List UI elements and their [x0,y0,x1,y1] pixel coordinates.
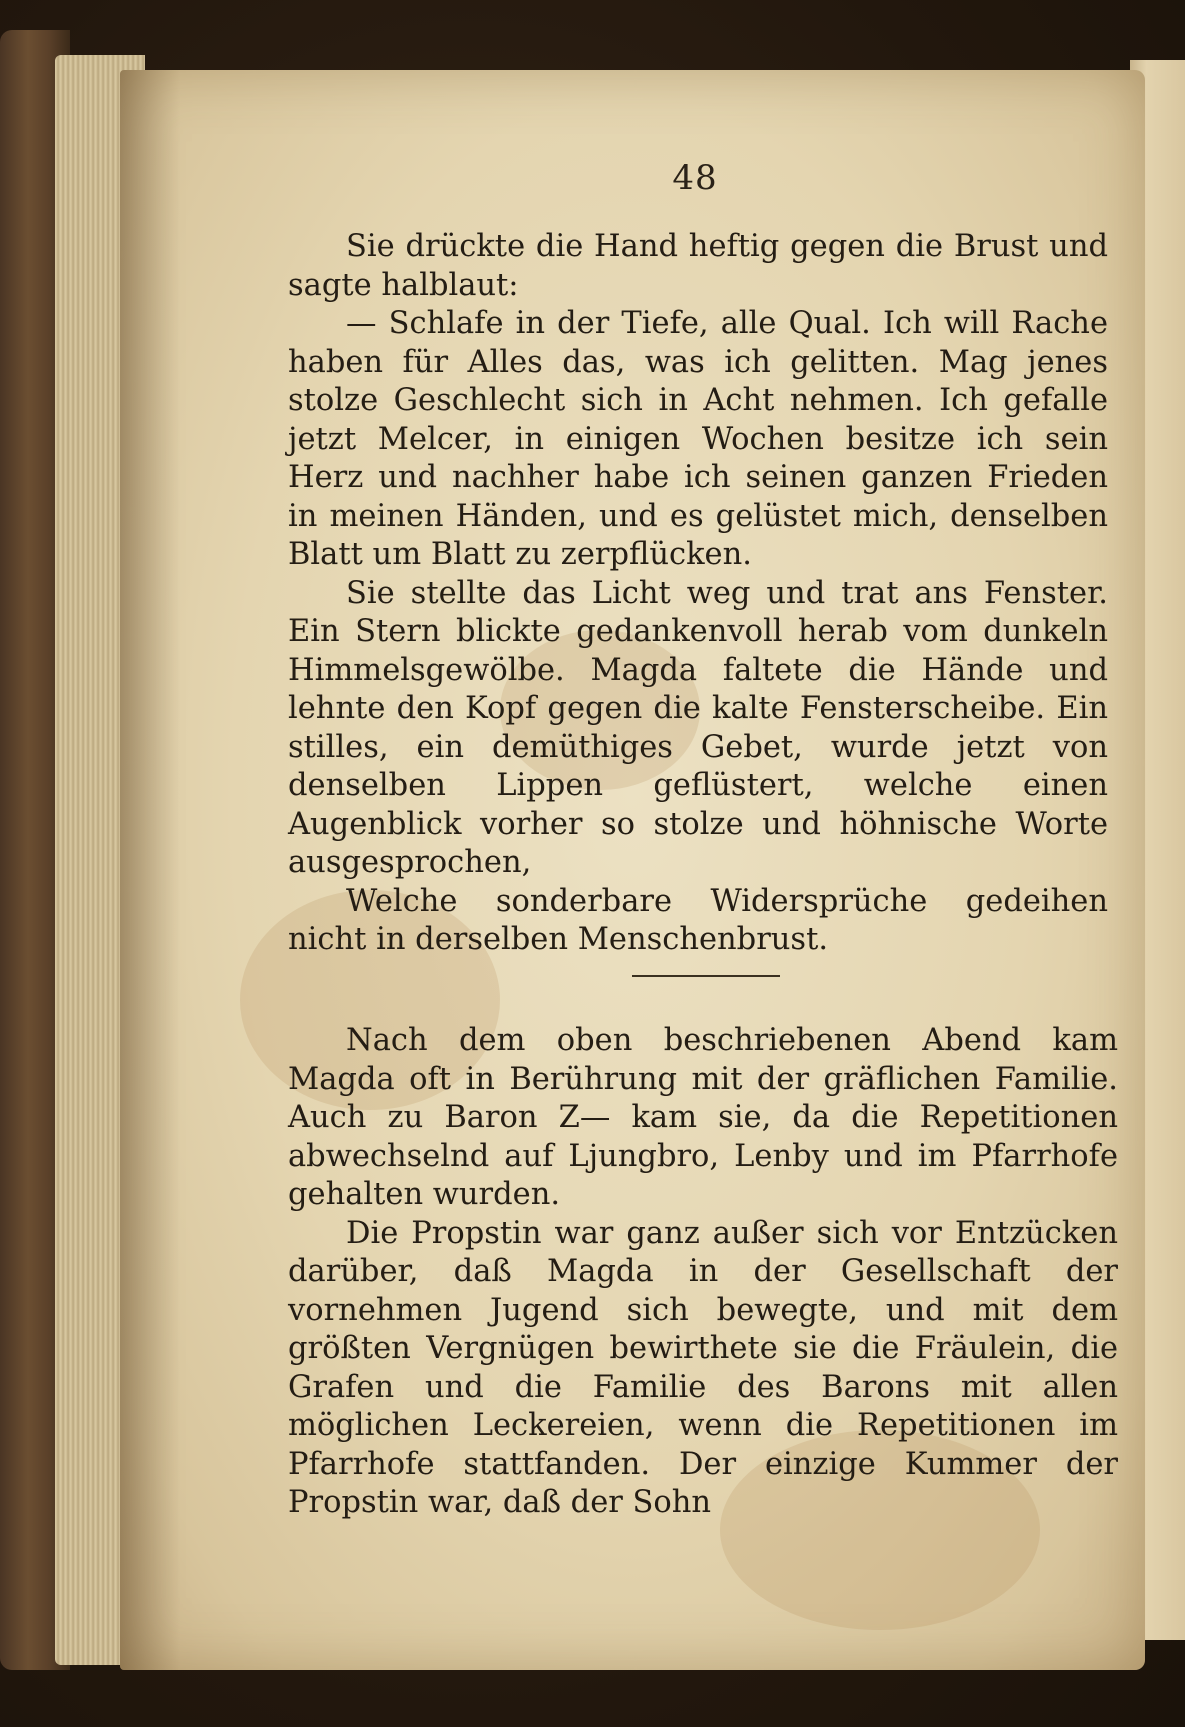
paragraph: Welche sonderbare Widersprüche gedeihen nicht in derselben Menschenbrust. [288,883,1108,957]
text-block-bottom [288,1022,1118,1523]
section-divider [632,975,780,977]
paragraph: Die Propstin war ganz außer sich vor Entzücken darüber, daß Magda in der Gesellschaft der vornehmen Jugend sich bewegte, und mit dem größten Vergnügen bewirthete sie die Fräulein, die Grafen und die Familie des Barons mit allen möglichen Leckereien, wenn die Repetitionen im Pfarrhofe stattfanden. Der einzige Kummer der Propstin war, daß der Sohn [288,1215,1118,1520]
paragraph: — Schlafe in der Tiefe, alle Qual. Ich will Rache haben für Alles das, was ich gelitten. Mag jenes stolze Geschlecht sich in Acht nehmen. Ich gefalle jetzt Melcer, in einigen Wochen besitze ich sein Herz und nachher habe ich seinen ganzen Frieden in meinen Händen, und es gelüstet mich, denselben Blatt um Blatt zu zerpflücken. [288,306,1108,572]
paragraph: Sie drückte die Hand heftig gegen die Brust und sagte halblaut: [288,229,1108,303]
paragraph: Nach dem oben beschriebenen Abend kam Magda oft in Berührung mit der gräflichen Familie. Auch zu Baron Z— kam sie, da die Repetitionen abwechselnd auf Ljungbro, Lenby und im Pfarrhofe gehalten wurden. [288,1023,1118,1212]
gutter-shadow [120,70,180,1670]
text-block-top [288,228,1108,960]
paragraph: Sie stellte das Licht weg und trat ans Fenster. Ein Stern blickte gedankenvoll herab vom dunkeln Himmelsgewölbe. Magda faltete die Hände und lehnte den Kopf gegen die kalte Fensterscheibe. Ein stilles, ein demüthiges Gebet, wurde jetzt von denselben Lippen geflüstert, welche einen Augenblick vorher so stolze und höhnische Worte ausgesprochen, [288,575,1108,880]
page-number: 48 [672,158,718,198]
